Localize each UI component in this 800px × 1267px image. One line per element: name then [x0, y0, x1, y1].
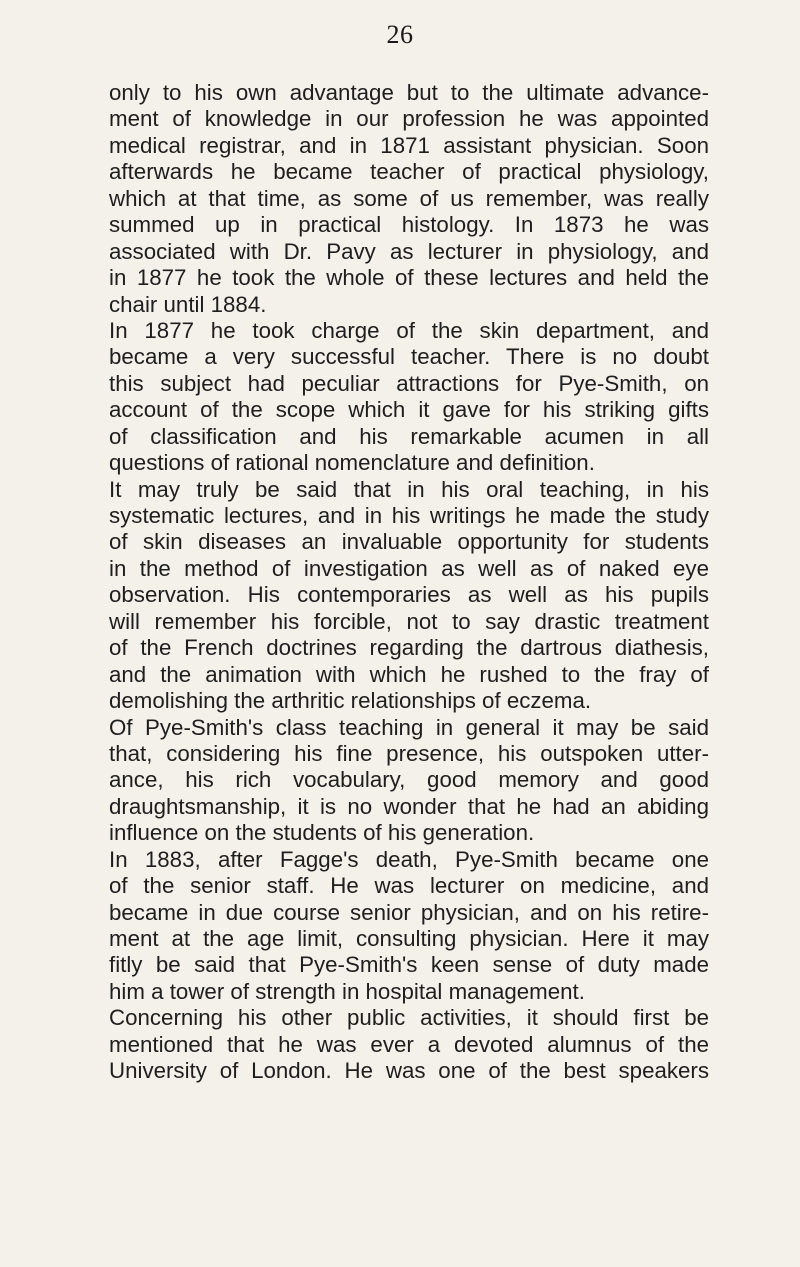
- text-line: will remember his forcible, not to say drastic treatment: [109, 608, 709, 634]
- text-line: influence on the students of his generation.: [109, 820, 535, 846]
- text-line: account of the scope which it gave for his striking gifts: [109, 397, 709, 423]
- text-line: which at that time, as some of us remember, was really: [109, 185, 709, 211]
- text-line: afterwards he became teacher of practical physiology,: [109, 159, 709, 185]
- text-line: mentioned that he was ever a devoted alumnus of the: [109, 1031, 709, 1057]
- text-line: observation. His contemporaries as well as his pupils: [109, 582, 709, 608]
- text-line: fitly be said that Pye-Smith's keen sense of duty made: [109, 952, 709, 978]
- text-line: only to his own advantage but to the ultimate advance-: [109, 80, 709, 105]
- text-line: University of London. He was one of the best speakers: [109, 1058, 709, 1084]
- text-line: associated with Dr. Pavy as lecturer in physiology, and: [109, 238, 709, 264]
- page-number: 26: [386, 20, 414, 49]
- text-line: of the senior staff. He was lecturer on medicine, and: [109, 873, 709, 899]
- text-line: summed up in practical histology. In 1873 he was: [109, 212, 709, 238]
- text-line: that, considering his fine presence, his outspoken utter-: [109, 740, 709, 766]
- text-line: became in due course senior physician, and on his retire-: [109, 899, 709, 925]
- text-line: of classification and his remarkable acumen in all: [109, 423, 709, 449]
- text-line: ment of knowledge in our profession he was appointed: [109, 106, 709, 132]
- text-line: medical registrar, and in 1871 assistant physician. Soon: [109, 132, 709, 158]
- text-line: in the method of investigation as well as of naked eye: [109, 555, 709, 581]
- text-line: him a tower of strength in hospital management.: [109, 978, 585, 1004]
- text-line: this subject had peculiar attractions for Pye-Smith, on: [109, 370, 709, 396]
- text-line: in 1877 he took the whole of these lectures and held the: [109, 265, 709, 291]
- text-line: Concerning his other public activities, it should first be: [109, 1005, 709, 1031]
- text-line: Of Pye-Smith's class teaching in general it may be said: [109, 714, 709, 740]
- text-line: systematic lectures, and in his writings he made the study: [109, 503, 709, 528]
- text-line: chair until 1884.: [109, 291, 267, 317]
- text-line: questions of rational nomenclature and definition.: [109, 450, 595, 476]
- body-text: [109, 80, 709, 1085]
- text-line: of skin diseases an invaluable opportunity for students: [109, 529, 709, 555]
- text-line: In 1877 he took charge of the skin department, and: [109, 317, 709, 343]
- text-line: and the animation with which he rushed to the fray of: [109, 661, 709, 687]
- text-line: draughtsmanship, it is no wonder that he had an abiding: [109, 793, 709, 819]
- text-line: In 1883, after Fagge's death, Pye-Smith became one: [109, 846, 709, 872]
- text-line: ment at the age limit, consulting physician. Here it may: [109, 926, 709, 951]
- text-line: It may truly be said that in his oral teaching, in his: [109, 476, 709, 502]
- text-line: demolishing the arthritic relationships of eczema.: [109, 688, 592, 714]
- text-line: ance, his rich vocabulary, good memory and good: [109, 767, 709, 793]
- text-line: of the French doctrines regarding the dartrous diathesis,: [109, 635, 709, 661]
- text-line: became a very successful teacher. There is no doubt: [109, 344, 709, 370]
